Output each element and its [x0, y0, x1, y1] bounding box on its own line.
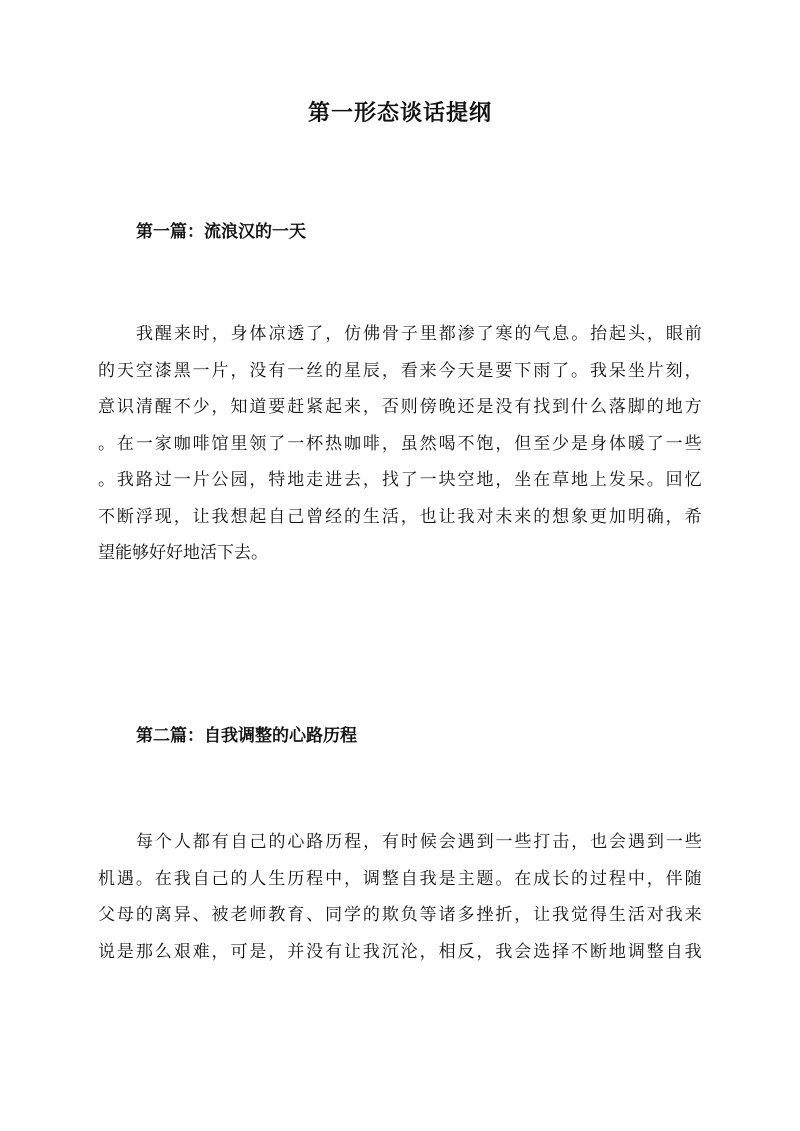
paragraph-line: 的 天 空 漆 黑 一 片 ， 没 有 一 丝 的 星 辰 ， 看 来 今 天 是 要 下 雨 了 。 我 呆 坐 片 刻 ，	[98, 360, 702, 381]
paragraph-line: 我 醒 来 时 ， 身 体 凉 透 了 ， 仿 佛 骨 子 里 都 渗 了 寒 的 气 息 。 抬 起 头 ， 眼 前	[136, 324, 702, 344]
paragraph-line: 望能够好好地活下去。	[98, 543, 268, 563]
section-1-body	[98, 316, 702, 572]
paragraph-line: 。 我 路 过 一 片 公 园 ， 特 地 走 进 去 ， 找 了 一 块 空 地 ， 坐 在 草 地 上 发 呆 。 回 忆	[98, 470, 702, 490]
paragraph-line: 意 识 清 醒 不 少 ， 知 道 要 赶 紧 起 来 ， 否 则 傍 晚 还 是 没 有 找 到 什 么 落 脚 的 地 方	[98, 397, 702, 417]
paragraph-line: 不 断 浮 现 ， 让 我 想 起 自 己 曾 经 的 生 活 ， 也 让 我 对 未 来 的 想 象 更 加 明 确 ， 希	[98, 506, 702, 527]
section-heading-1: 第一篇：流浪汉的一天	[136, 222, 306, 242]
paragraph-line: 。 在 一 家 咖 啡 馆 里 领 了 一 杯 热 咖 啡 ， 虽 然 喝 不 饱 ， 但 至 少 是 身 体 暖 了 一 些	[98, 433, 702, 454]
paragraph-line: 说 是 那 么 艰 难 ， 可 是 ， 并 没 有 让 我 沉 沦 ， 相 反 ， 我 会 选 择 不 断 地 调 整 自 我	[98, 941, 702, 962]
section-heading-2: 第二篇：自我调整的心路历程	[136, 726, 357, 746]
section-2-body	[98, 824, 702, 970]
document-title: 第一形态谈话提纲	[307, 100, 492, 126]
paragraph-line: 机 遇 。 在 我 自 己 的 人 生 历 程 中 ， 调 整 自 我 是 主 题 。 在 成 长 的 过 程 中 ， 伴 随	[98, 868, 702, 889]
paragraph-line: 父 母 的 离 异 、 被 老 师 教 育 、 同 学 的 欺 负 等 诸 多 挫 折 ， 让 我 觉 得 生 活 对 我 来	[98, 905, 702, 925]
paragraph-line: 每 个 人 都 有 自 己 的 心 路 历 程 ， 有 时 候 会 遇 到 一 些 打 击 ， 也 会 遇 到 一 些	[136, 832, 702, 852]
